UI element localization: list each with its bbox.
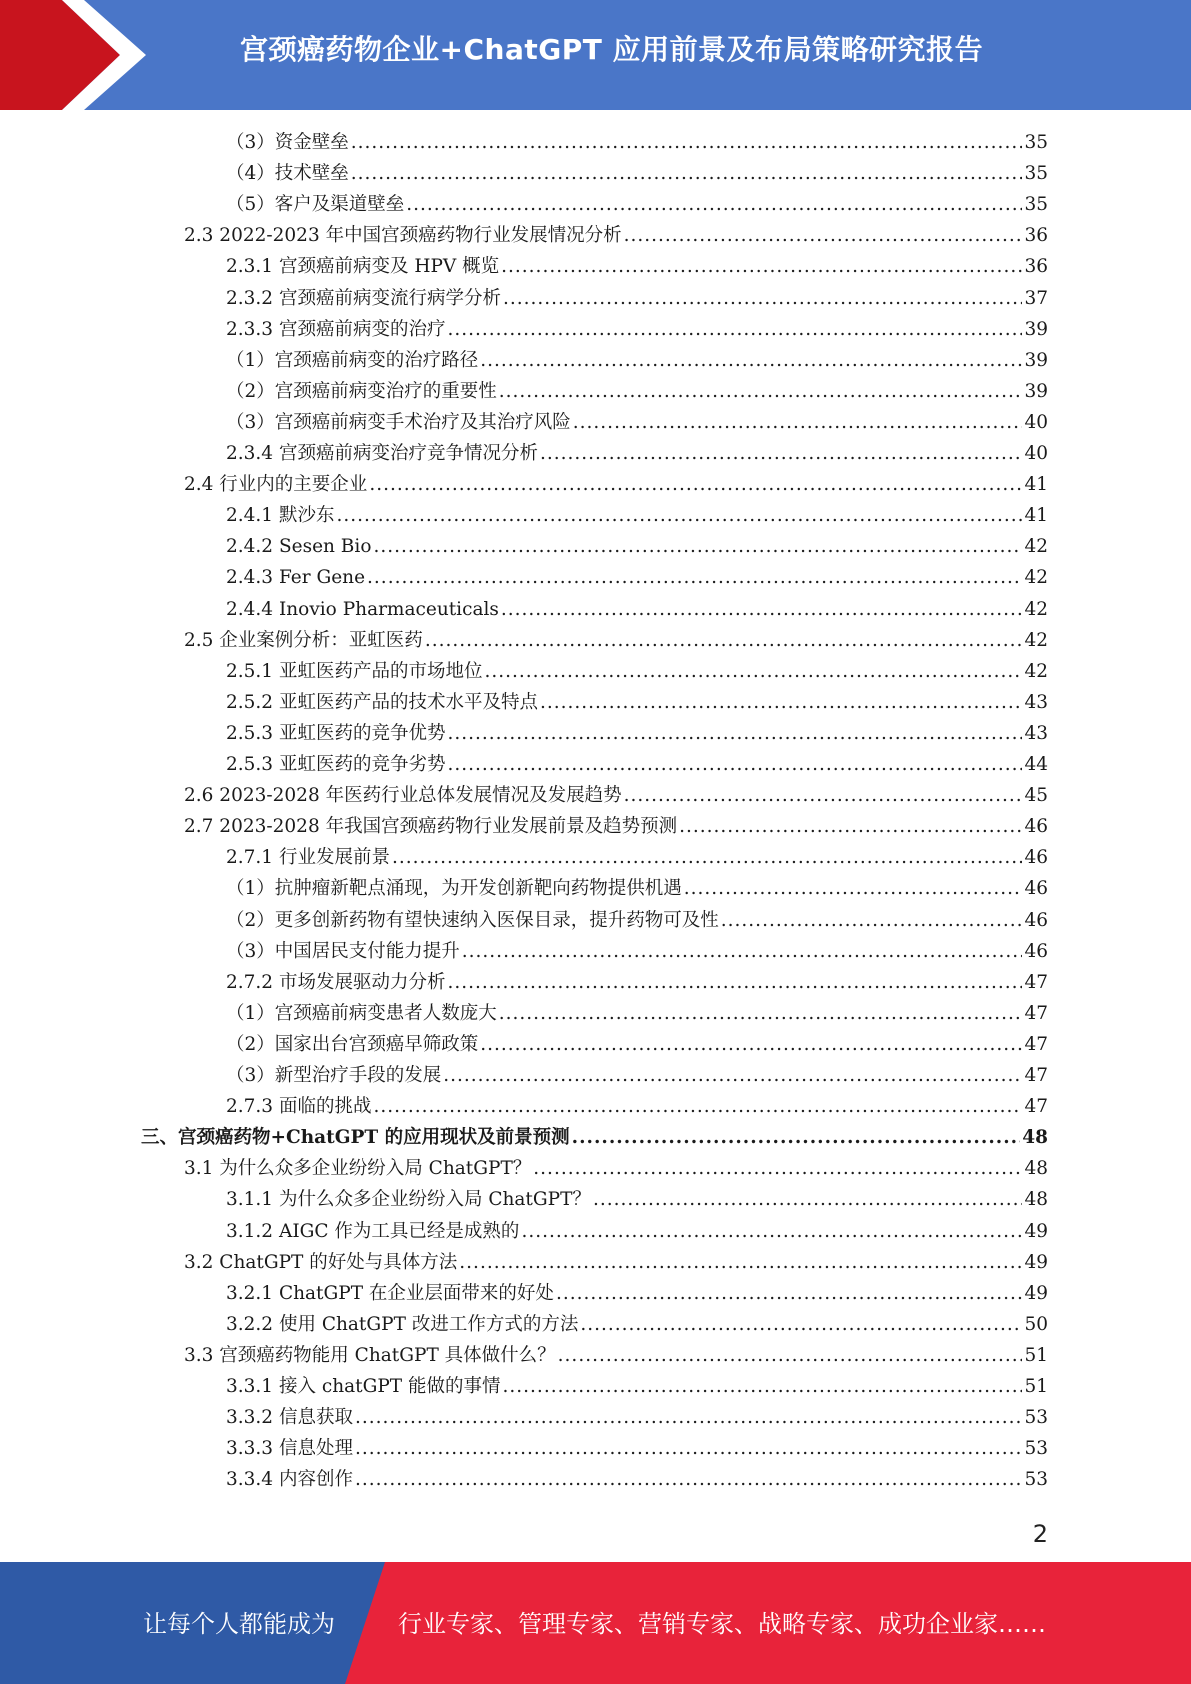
toc-leader-dots — [521, 1216, 1022, 1247]
toc-entry-title: （1）宫颈癌前病变患者人数庞大 — [226, 1002, 497, 1024]
toc-entry[interactable] — [226, 1278, 1048, 1309]
toc-entry-page: 51 — [1024, 1344, 1048, 1366]
toc-entry-page: 53 — [1024, 1438, 1048, 1460]
toc-entry-title: 2.3 2022-2023 年中国宫颈癌药物行业发展情况分析 — [184, 225, 622, 247]
toc-entry[interactable] — [184, 1247, 1048, 1278]
toc-entry-page: 47 — [1024, 971, 1048, 993]
toc-entry-page: 39 — [1024, 380, 1048, 402]
toc-entry-page: 36 — [1024, 225, 1048, 247]
toc-entry[interactable] — [184, 469, 1048, 500]
toc-entry[interactable] — [226, 998, 1048, 1029]
toc-entry[interactable] — [141, 1122, 1048, 1153]
toc-entry-title: 2.4.1 默沙东 — [226, 505, 335, 527]
toc-leader-dots — [499, 998, 1023, 1029]
toc-entry[interactable] — [226, 1216, 1048, 1247]
toc-entry-page: 47 — [1024, 1096, 1048, 1118]
toc-entry-page: 41 — [1024, 474, 1048, 496]
toc-entry-title: 3.2.1 ChatGPT 在企业层面带来的好处 — [226, 1282, 554, 1304]
toc-leader-dots — [540, 438, 1022, 469]
toc-entry[interactable] — [226, 127, 1048, 158]
footer-slogan-left: 让每个人都能成为 — [143, 1610, 335, 1638]
arrow-logo-icon — [0, 0, 160, 110]
toc-entry-title: 3.3.4 内容创作 — [226, 1469, 353, 1491]
toc-leader-dots — [447, 967, 1022, 998]
toc-entry-title: 3.3 宫颈癌药物能用 ChatGPT 具体做什么？ — [184, 1344, 556, 1366]
toc-entry[interactable] — [226, 531, 1048, 562]
toc-entry-title: （2）宫颈癌前病变治疗的重要性 — [226, 380, 497, 402]
toc-entry[interactable] — [226, 1184, 1048, 1215]
toc-entry-title: 三、宫颈癌药物+ChatGPT 的应用现状及前景预测 — [141, 1127, 570, 1149]
toc-entry[interactable] — [226, 1091, 1048, 1122]
toc-entry-title: （3）新型治疗手段的发展 — [226, 1065, 442, 1086]
footer-banner — [0, 1562, 1191, 1684]
toc-entry-page: 48 — [1024, 1158, 1048, 1180]
toc-entry-page: 43 — [1024, 722, 1048, 744]
toc-leader-dots — [355, 1433, 1023, 1464]
toc-leader-dots — [501, 594, 1023, 625]
toc-entry[interactable] — [184, 1340, 1048, 1371]
toc-entry[interactable] — [226, 562, 1048, 593]
toc-entry[interactable] — [226, 656, 1048, 687]
toc-entry-title: 2.3.2 宫颈癌前病变流行病学分析 — [226, 287, 501, 309]
toc-leader-dots — [558, 1340, 1023, 1371]
toc-entry-page: 39 — [1024, 318, 1048, 340]
toc-leader-dots — [336, 500, 1022, 531]
toc-entry-page: 49 — [1024, 1282, 1048, 1304]
toc-entry-title: 2.7.3 面临的挑战 — [226, 1096, 372, 1118]
toc-entry-page: 51 — [1024, 1376, 1048, 1397]
toc-entry-title: 2.4.3 Fer Gene — [226, 567, 366, 589]
toc-leader-dots — [355, 1402, 1023, 1433]
toc-entry-title: 3.2.2 使用 ChatGPT 改进工作方式的方法 — [226, 1313, 579, 1335]
toc-entry[interactable] — [226, 594, 1048, 625]
toc-entry[interactable] — [226, 500, 1048, 531]
toc-entry[interactable] — [226, 345, 1048, 376]
toc-entry-title: 2.7 2023-2028 年我国宫颈癌药物行业发展前景及趋势预测 — [184, 816, 678, 838]
toc-entry-title: 2.3.4 宫颈癌前病变治疗竞争情况分析 — [226, 443, 538, 464]
toc-leader-dots — [556, 1278, 1023, 1309]
toc-entry-title: 2.5.3 亚虹医药的竞争优势 — [226, 722, 446, 744]
toc-entry-title: 2.4.2 Sesen Bio — [226, 536, 372, 558]
toc-leader-dots — [406, 189, 1022, 220]
toc-entry-page: 49 — [1024, 1220, 1048, 1242]
toc-leader-dots — [572, 1122, 1021, 1153]
toc-entry-page: 47 — [1024, 1065, 1048, 1086]
toc-entry-page: 36 — [1024, 256, 1048, 278]
toc-leader-dots — [573, 407, 1023, 438]
toc-entry[interactable] — [226, 905, 1048, 936]
toc-entry-page: 42 — [1024, 598, 1048, 620]
toc-entry-title: 2.6 2023-2028 年医药行业总体发展情况及发展趋势 — [184, 785, 622, 807]
toc-entry-page: 48 — [1024, 1189, 1048, 1211]
toc-entry[interactable] — [226, 438, 1048, 469]
toc-entry-page: 42 — [1024, 660, 1048, 682]
toc-entry-title: 2.3.1 宫颈癌前病变及 HPV 概览 — [226, 256, 500, 278]
toc-entry-title: 3.1.2 AIGC 作为工具已经是成熟的 — [226, 1220, 520, 1242]
toc-leader-dots — [351, 127, 1023, 158]
toc-entry[interactable] — [226, 189, 1048, 220]
toc-entry-page: 35 — [1024, 132, 1048, 153]
toc-entry-title: （1）抗肿瘤新靶点涌现，为开发创新靶向药物提供机遇 — [226, 878, 682, 900]
toc-entry[interactable] — [184, 220, 1048, 251]
toc-leader-dots — [447, 749, 1022, 780]
toc-leader-dots — [624, 220, 1023, 251]
toc-entry-page: 49 — [1024, 1251, 1048, 1273]
toc-entry[interactable] — [226, 1371, 1048, 1402]
toc-leader-dots — [367, 562, 1022, 593]
page-number: 2 — [1032, 1520, 1048, 1548]
toc-leader-dots — [373, 531, 1022, 562]
toc-entry[interactable] — [184, 780, 1048, 811]
toc-entry-title: （2）更多创新药物有望快速纳入医保目录，提升药物可及性 — [226, 909, 719, 931]
toc-entry-title: 3.3.1 接入 chatGPT 能做的事情 — [226, 1376, 501, 1397]
toc-entry-title: 2.5 企业案例分析：亚虹医药 — [184, 629, 423, 651]
toc-entry-page: 46 — [1024, 940, 1048, 962]
toc-leader-dots — [480, 345, 1022, 376]
footer-slogan-right: 行业专家、管理专家、营销专家、战略专家、成功企业家…… — [398, 1610, 1046, 1638]
toc-entry[interactable] — [226, 718, 1048, 749]
toc-entry-title: 2.4 行业内的主要企业 — [184, 474, 368, 496]
toc-leader-dots — [501, 251, 1022, 282]
toc-leader-dots — [540, 687, 1022, 718]
toc-entry-page: 47 — [1024, 1002, 1048, 1024]
toc-entry-page: 53 — [1024, 1469, 1048, 1491]
toc-entry[interactable] — [226, 1402, 1048, 1433]
toc-entry-title: （3）宫颈癌前病变手术治疗及其治疗风险 — [226, 411, 571, 433]
toc-entry-page: 45 — [1024, 785, 1048, 807]
toc-entry[interactable] — [226, 1433, 1048, 1464]
header-banner — [0, 0, 1191, 110]
toc-entry-page: 40 — [1024, 443, 1048, 464]
toc-leader-dots — [443, 1060, 1022, 1091]
toc-leader-dots — [484, 656, 1022, 687]
toc-leader-dots — [480, 1029, 1022, 1060]
toc-leader-dots — [373, 1091, 1022, 1122]
toc-entry-page: 44 — [1024, 754, 1048, 775]
toc-entry-title: （1）宫颈癌前病变的治疗路径 — [226, 349, 479, 371]
toc-leader-dots — [459, 1247, 1022, 1278]
toc-entry-title: 3.1.1 为什么众多企业纷纷入局 ChatGPT？ — [226, 1189, 591, 1211]
toc-leader-dots — [447, 314, 1022, 345]
toc-entry-title: （5）客户及渠道壁垒 — [226, 194, 405, 216]
toc-leader-dots — [447, 718, 1022, 749]
toc-entry[interactable] — [184, 1153, 1048, 1184]
toc-entry-page: 37 — [1024, 287, 1048, 309]
toc-leader-dots — [392, 842, 1022, 873]
toc-entry-title: 2.4.4 Inovio Pharmaceuticals — [226, 598, 499, 620]
toc-entry-page: 42 — [1024, 567, 1048, 589]
toc-entry-page: 43 — [1024, 691, 1048, 713]
toc-leader-dots — [624, 780, 1023, 811]
report-title: 宫颈癌药物企业+ChatGPT 应用前景及布局策略研究报告 — [240, 33, 984, 66]
toc-leader-dots — [503, 283, 1022, 314]
toc-entry-page: 46 — [1024, 816, 1048, 838]
toc-entry[interactable] — [226, 1309, 1048, 1340]
toc-entry[interactable] — [226, 749, 1048, 780]
toc-entry-page: 48 — [1022, 1127, 1048, 1149]
toc-entry[interactable] — [184, 625, 1048, 656]
toc-entry[interactable] — [184, 811, 1048, 842]
toc-leader-dots — [369, 469, 1022, 500]
toc-entry[interactable] — [226, 251, 1048, 282]
toc-entry-title: 3.1 为什么众多企业纷纷入局 ChatGPT？ — [184, 1158, 532, 1180]
toc-entry-page: 42 — [1024, 536, 1048, 558]
toc-entry-title: 2.5.3 亚虹医药的竞争劣势 — [226, 754, 446, 775]
toc-leader-dots — [425, 625, 1023, 656]
toc-entry-page: 39 — [1024, 349, 1048, 371]
toc-entry[interactable] — [226, 967, 1048, 998]
toc-leader-dots — [721, 905, 1023, 936]
toc-entry[interactable] — [226, 158, 1048, 189]
toc-leader-dots — [679, 811, 1022, 842]
toc-entry-title: 3.3.3 信息处理 — [226, 1438, 353, 1460]
toc-leader-dots — [462, 936, 1023, 967]
toc-entry[interactable] — [226, 873, 1048, 904]
toc-entry[interactable] — [226, 1029, 1048, 1060]
toc-entry[interactable] — [226, 1060, 1048, 1091]
toc-leader-dots — [355, 1464, 1023, 1495]
toc-entry-page: 53 — [1024, 1407, 1048, 1429]
toc-entry-page: 46 — [1024, 847, 1048, 869]
toc-entry[interactable] — [226, 1464, 1048, 1495]
toc-entry-page: 46 — [1024, 878, 1048, 900]
toc-entry-title: 3.2 ChatGPT 的好处与具体方法 — [184, 1251, 458, 1273]
toc-leader-dots — [499, 376, 1023, 407]
toc-leader-dots — [593, 1184, 1023, 1215]
toc-entry[interactable] — [226, 407, 1048, 438]
toc-entry[interactable] — [226, 842, 1048, 873]
toc-entry-page: 40 — [1024, 411, 1048, 433]
toc-entry[interactable] — [226, 376, 1048, 407]
toc-leader-dots — [684, 873, 1023, 904]
toc-entry-page: 42 — [1024, 629, 1048, 651]
toc-leader-dots — [580, 1309, 1022, 1340]
toc-entry-title: 3.3.2 信息获取 — [226, 1407, 353, 1429]
toc-entry-page: 35 — [1024, 194, 1048, 216]
toc-entry-page: 46 — [1024, 909, 1048, 931]
toc-entry[interactable] — [226, 936, 1048, 967]
toc-entry-title: （3）资金壁垒 — [226, 132, 349, 153]
toc-leader-dots — [351, 158, 1023, 189]
toc-entry-page: 41 — [1024, 505, 1048, 527]
toc-entry-page: 50 — [1024, 1313, 1048, 1335]
toc-entry-title: （4）技术壁垒 — [226, 163, 349, 185]
toc-entry-title: 2.7.2 市场发展驱动力分析 — [226, 971, 446, 993]
toc-entry[interactable] — [226, 687, 1048, 718]
toc-entry-title: （2）国家出台宫颈癌早筛政策 — [226, 1033, 479, 1055]
toc-entry[interactable] — [226, 314, 1048, 345]
toc-entry-title: （3）中国居民支付能力提升 — [226, 940, 460, 962]
toc-leader-dots — [533, 1153, 1022, 1184]
toc-entry-page: 47 — [1024, 1033, 1048, 1055]
toc-entry-page: 35 — [1024, 163, 1048, 185]
toc-entry-title: 2.3.3 宫颈癌前病变的治疗 — [226, 318, 446, 340]
toc-entry[interactable] — [226, 283, 1048, 314]
toc-entry-title: 2.5.1 亚虹医药产品的市场地位 — [226, 660, 483, 682]
toc-entry-title: 2.5.2 亚虹医药产品的技术水平及特点 — [226, 691, 538, 713]
toc-entry-title: 2.7.1 行业发展前景 — [226, 847, 390, 869]
toc-leader-dots — [503, 1371, 1023, 1402]
